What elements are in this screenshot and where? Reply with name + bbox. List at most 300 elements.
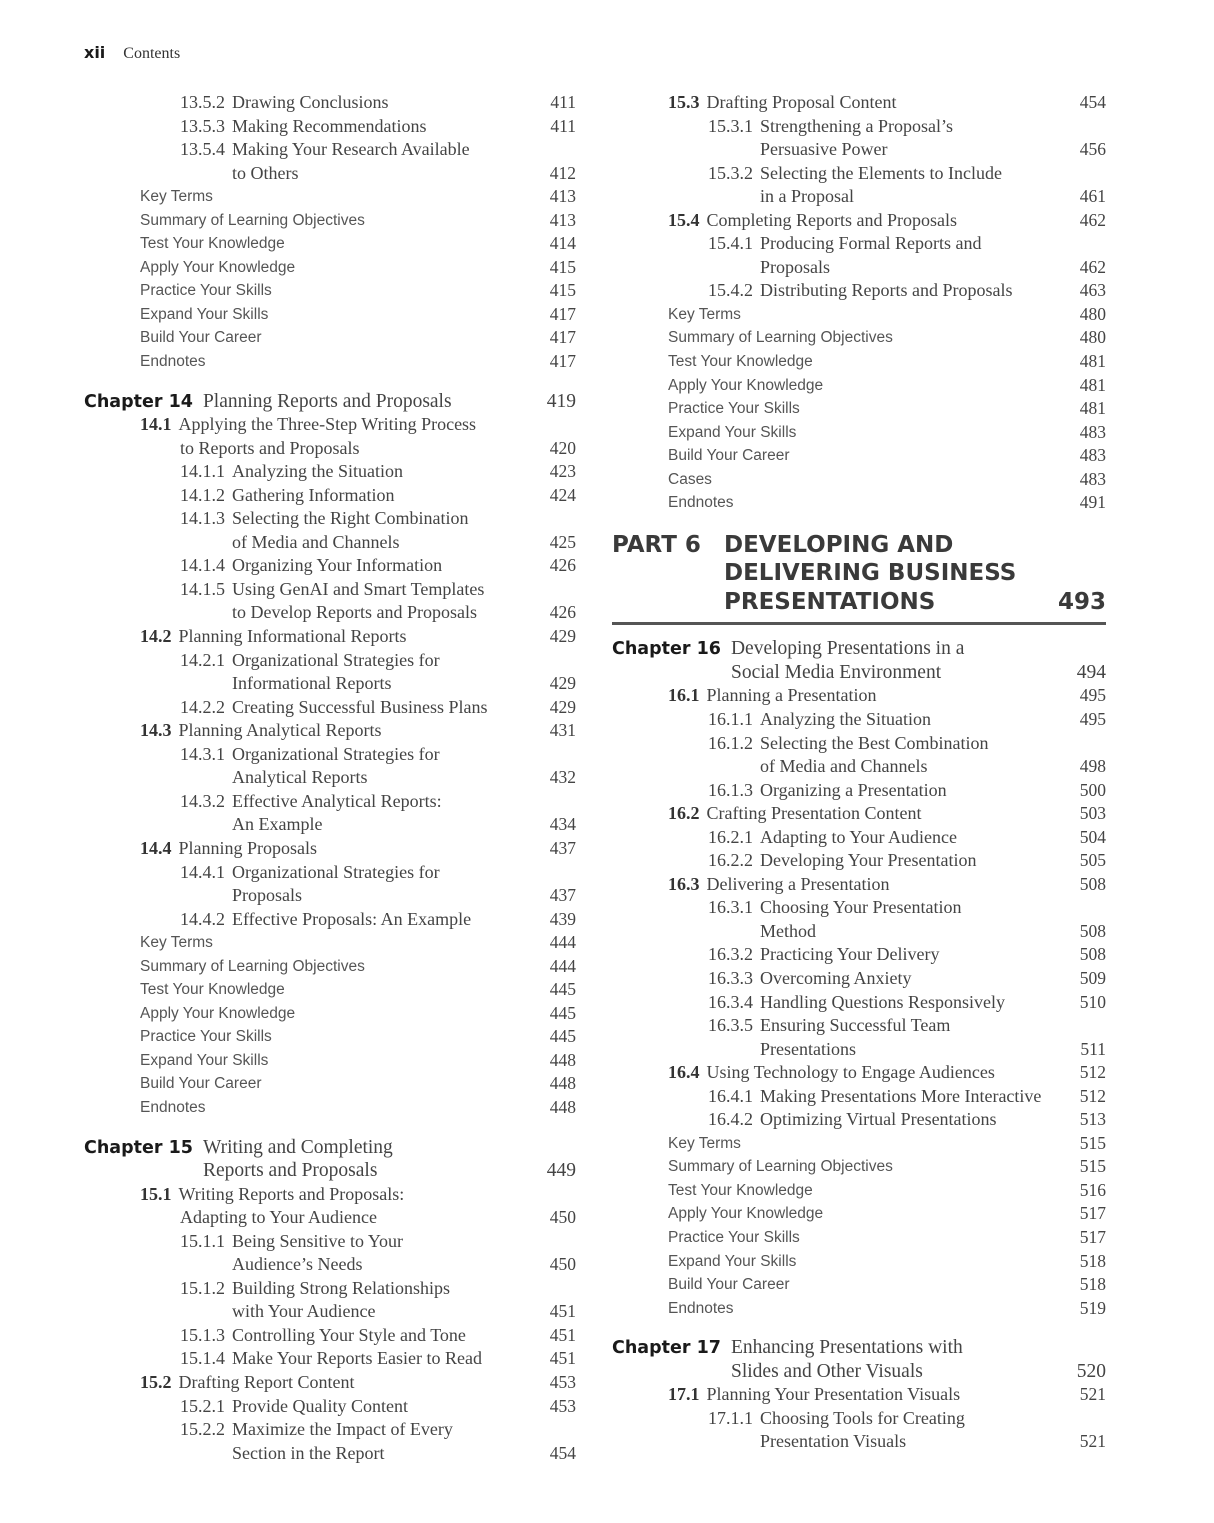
entry-text: Organizational Strategies for: [232, 743, 440, 764]
part-title-line: [612, 531, 1106, 560]
entry-text: Method: [760, 920, 816, 941]
section-number: 14.2.1: [180, 649, 225, 670]
entry-text: Test Your Knowledge: [668, 353, 813, 371]
entry-text: An Example: [232, 814, 323, 835]
toc-entry-sec: [612, 802, 1106, 826]
page-reference: 424: [549, 484, 576, 505]
entry-text: Test Your Knowledge: [668, 1181, 813, 1199]
entry-text: Build Your Career: [668, 447, 790, 465]
toc-entry-title: [668, 397, 800, 421]
entry-text: Drawing Conclusions: [232, 92, 389, 112]
section-number: 16.3.5: [708, 1015, 753, 1036]
toc-entry-subsec: [84, 460, 576, 484]
section-number: 14.3.1: [180, 743, 225, 764]
page-reference: 445: [549, 1026, 576, 1047]
page-reference: 420: [549, 437, 576, 458]
toc-entry-title: [708, 1407, 965, 1431]
section-gap: [612, 1320, 1106, 1336]
toc-entry-title: [232, 884, 302, 908]
section-number: 16.3.2: [708, 944, 753, 965]
section-gap: [84, 374, 576, 390]
toc-entry-title: [232, 531, 399, 555]
page-reference: 417: [549, 351, 576, 372]
toc-entry-subsec: [612, 1014, 1106, 1038]
toc-entry-cont2: [84, 601, 576, 625]
part-title-line: [612, 588, 1106, 617]
toc-entry-subsec: [612, 708, 1106, 732]
toc-entry-cont2: [612, 138, 1106, 162]
page-reference: 451: [549, 1301, 576, 1322]
toc-entry-subsec: [84, 743, 576, 767]
toc-entry-subsec: [612, 162, 1106, 186]
entry-text: Planning a Presentation: [706, 685, 877, 706]
page-reference: 445: [549, 979, 576, 1000]
toc-entry-item: [612, 1132, 1106, 1156]
toc-entry-title: [140, 1096, 206, 1120]
page-reference: 426: [549, 555, 576, 576]
toc-entry-title: [180, 1230, 403, 1254]
toc-entry-sec: [84, 837, 576, 861]
page-reference: 508: [1079, 944, 1106, 965]
page-reference: 453: [549, 1395, 576, 1416]
toc-entry-sec: [612, 209, 1106, 233]
page-reference: 449: [546, 1160, 576, 1182]
toc-entry-subsec: [612, 826, 1106, 850]
entry-text: Ensuring Successful Team: [760, 1015, 951, 1036]
toc-entry-title: [140, 719, 381, 743]
entry-text: Key Terms: [140, 188, 213, 206]
entry-text: Expand Your Skills: [668, 1252, 797, 1270]
entry-text: Writing and Completing: [202, 1136, 393, 1158]
toc-entry-item: [612, 1273, 1106, 1297]
page-reference: 508: [1079, 920, 1106, 941]
toc-entry-title: [668, 1132, 741, 1156]
toc-entry-title: [708, 708, 931, 732]
entry-text: Selecting the Best Combination: [760, 732, 989, 753]
section-number: 14.3.2: [180, 790, 225, 811]
toc-entry-title: [708, 896, 962, 920]
entry-text: Practice Your Skills: [140, 282, 272, 300]
entry-text: Apply Your Knowledge: [140, 258, 296, 276]
toc-entry-title: [708, 779, 947, 803]
entry-text: Audience’s Needs: [232, 1254, 363, 1275]
page-reference: 500: [1079, 779, 1106, 800]
entry-text: Adapting to Your Audience: [180, 1207, 377, 1228]
part-divider: [612, 622, 1106, 625]
toc-entry-title: [668, 374, 823, 398]
toc-entry-title: [140, 978, 285, 1002]
section-number: 16.1.2: [708, 732, 753, 753]
entry-text: Writing Reports and Proposals:: [178, 1183, 405, 1204]
toc-entry-title: [760, 755, 927, 779]
toc-entry-title: [708, 943, 939, 967]
toc-entry-title: [140, 625, 406, 649]
toc-entry-subsec: [84, 507, 576, 531]
entry-text: Proposals: [760, 256, 831, 277]
section-number: 16.2.1: [708, 826, 753, 847]
toc-entry-sec: [612, 873, 1106, 897]
toc-entry-title: [668, 209, 957, 233]
section-number: 16.2.2: [708, 850, 753, 871]
toc-entry-title: [180, 1347, 482, 1371]
page-reference: 483: [1079, 421, 1106, 442]
page-reference: 494: [1076, 661, 1106, 683]
toc-entry-cont1: [84, 437, 576, 461]
toc-entry-item: [612, 374, 1106, 398]
page-reference: 453: [549, 1371, 576, 1392]
entry-text: Using Technology to Engage Audiences: [706, 1062, 995, 1083]
toc-entry-subsec: [84, 1418, 576, 1442]
entry-text: to Reports and Proposals: [180, 437, 360, 458]
entry-text: Organizing a Presentation: [760, 779, 947, 800]
toc-entry-title: [668, 350, 813, 374]
toc-entry-item: [612, 303, 1106, 327]
entry-text: Proposals: [232, 885, 303, 906]
section-number: 13.5.2: [180, 92, 225, 112]
entry-text: Test Your Knowledge: [140, 981, 285, 999]
entry-text: Section in the Report: [232, 1442, 385, 1463]
section-number: 14.1.5: [180, 578, 225, 599]
entry-text: Summary of Learning Objectives: [668, 1158, 893, 1176]
toc-entry-subsec: [84, 861, 576, 885]
entry-text: Producing Formal Reports and: [760, 233, 982, 254]
part-page-number: 493: [1057, 588, 1106, 615]
section-number: 16.4.2: [708, 1109, 753, 1130]
toc-entry-title: [731, 1360, 923, 1384]
toc-entry-subsec: [84, 578, 576, 602]
entry-text: Maximize the Impact of Every: [232, 1419, 453, 1440]
toc-entry-item: [84, 1002, 576, 1026]
entry-text: Making Presentations More Interactive: [760, 1085, 1042, 1106]
toc-entry-title: [708, 849, 976, 873]
page-reference: 425: [549, 531, 576, 552]
entry-text: Developing Presentations in a: [730, 638, 965, 660]
entry-text: of Media and Channels: [760, 756, 928, 777]
section-number: 13.5.4: [180, 139, 225, 160]
page-reference: 512: [1079, 1062, 1106, 1083]
toc-entry-title: [668, 491, 734, 515]
entry-text: Completing Reports and Proposals: [706, 209, 957, 230]
toc-entry-subsec: [84, 138, 576, 162]
page-reference: 429: [549, 626, 576, 647]
entry-text: of Media and Channels: [232, 531, 400, 552]
entry-text: Organizational Strategies for: [232, 649, 440, 670]
entry-text: to Others: [232, 162, 299, 183]
section-gap: [84, 1120, 576, 1136]
entry-text: Presentation Visuals: [760, 1431, 907, 1452]
toc-entry-title: [668, 1202, 823, 1226]
entry-text: Informational Reports: [232, 673, 392, 694]
toc-entry-cont2: [84, 1442, 576, 1466]
toc-right-column: [612, 91, 1106, 1454]
page-reference: 431: [549, 720, 576, 741]
section-number: 16.3.1: [708, 897, 753, 918]
entry-text: Organizing Your Information: [232, 555, 443, 576]
toc-entry-chapter: [84, 390, 576, 414]
page-reference: 519: [1079, 1297, 1106, 1318]
toc-entry-item: [612, 444, 1106, 468]
page-reference: 518: [1079, 1250, 1106, 1271]
toc-entry-title: [180, 138, 470, 162]
page-reference: 417: [549, 327, 576, 348]
toc-entry-title: [180, 484, 394, 508]
toc-entry-subsec: [84, 1230, 576, 1254]
toc-entry-item: [84, 1096, 576, 1120]
entry-text: Drafting Report Content: [178, 1371, 355, 1392]
toc-entry-cont2: [612, 755, 1106, 779]
entry-text: Gathering Information: [232, 484, 395, 505]
toc-entry-title: [668, 873, 889, 897]
section-number: 15.3: [668, 92, 700, 112]
toc-entry-subsec: [84, 484, 576, 508]
page-reference: 439: [549, 908, 576, 929]
section-number: 14.1.3: [180, 508, 225, 529]
toc-entry-item: [84, 1072, 576, 1096]
page-reference: 454: [1079, 92, 1106, 112]
entry-text: Apply Your Knowledge: [668, 376, 824, 394]
toc-entry-subsec: [84, 554, 576, 578]
section-number: 16.3.4: [708, 991, 753, 1012]
toc-entry-title: [180, 1395, 408, 1419]
toc-entry-cont2: [612, 920, 1106, 944]
toc-entry-subsec: [612, 967, 1106, 991]
toc-entry-title: [708, 232, 981, 256]
entry-text: Using GenAI and Smart Templates: [232, 578, 485, 599]
section-number: 14.1.2: [180, 484, 225, 505]
page-reference: 513: [1079, 1109, 1106, 1130]
toc-entry-cont2: [612, 185, 1106, 209]
toc-entry-title: [180, 908, 471, 932]
toc-entry-title: [140, 1049, 268, 1073]
section-number: 16.4.1: [708, 1085, 753, 1106]
toc-entry-title: [668, 91, 896, 115]
page-reference: 481: [1079, 398, 1106, 419]
toc-entry-item: [84, 209, 576, 233]
page-reference: 414: [549, 233, 576, 254]
toc-entry-title: [668, 1155, 893, 1179]
part-title: DEVELOPING AND: [724, 531, 954, 558]
toc-entry-title: [668, 468, 712, 492]
toc-entry-title: [140, 931, 213, 955]
toc-entry-title: [140, 350, 206, 374]
page-reference: 450: [549, 1207, 576, 1228]
page-reference: 516: [1079, 1179, 1106, 1200]
entry-text: to Develop Reports and Proposals: [232, 602, 477, 623]
toc-entry-subsec: [612, 732, 1106, 756]
toc-entry-subsec: [84, 91, 576, 115]
page-reference: 481: [1079, 351, 1106, 372]
section-gap: [612, 515, 1106, 531]
entry-text: Practice Your Skills: [668, 1229, 800, 1247]
toc-entry-title: [180, 554, 442, 578]
entry-text: Expand Your Skills: [140, 1051, 269, 1069]
part-title: DELIVERING BUSINESS: [724, 560, 1017, 587]
entry-text: Social Media Environment: [731, 661, 942, 683]
toc-entry-item: [612, 350, 1106, 374]
page-reference: 437: [549, 837, 576, 858]
entry-text: Effective Proposals: An Example: [232, 908, 472, 929]
toc-entry-title: [668, 1383, 960, 1407]
toc-entry-title: [232, 601, 477, 625]
page-reference: 444: [549, 932, 576, 953]
section-number: 15.4.1: [708, 233, 753, 254]
toc-entry-cont2: [612, 256, 1106, 280]
entry-text: Overcoming Anxiety: [760, 968, 912, 988]
page-reference: 504: [1079, 826, 1106, 847]
page-reference: 462: [1079, 256, 1106, 277]
entry-text: Planning Proposals: [178, 837, 318, 858]
entry-text: Key Terms: [668, 305, 741, 323]
page-reference: 454: [549, 1442, 576, 1463]
toc-entry-subsec: [84, 790, 576, 814]
page-reference: 515: [1079, 1132, 1106, 1153]
entry-text: Making Recommendations: [232, 115, 427, 136]
entry-text: Handling Questions Responsively: [760, 991, 1005, 1012]
toc-entry-title: [668, 326, 893, 350]
entry-text: Drafting Proposal Content: [706, 92, 897, 112]
entry-text: Planning Reports and Proposals: [202, 390, 452, 412]
toc-entry-title: [180, 91, 389, 115]
page-reference: 413: [549, 186, 576, 207]
toc-entry-title: [708, 1108, 997, 1132]
toc-entry-title: [180, 861, 440, 885]
page-reference: 462: [1079, 209, 1106, 230]
page-reference: 495: [1079, 685, 1106, 706]
page-reference: 451: [549, 1324, 576, 1345]
toc-entry-item: [612, 397, 1106, 421]
toc-entry-title: [232, 1442, 384, 1466]
entry-text: Effective Analytical Reports:: [232, 790, 442, 811]
toc-entry-item: [612, 1179, 1106, 1203]
page-reference: 415: [549, 256, 576, 277]
toc-entry-cont2: [84, 1253, 576, 1277]
entry-text: Make Your Reports Easier to Read: [232, 1348, 482, 1369]
toc-entry-title: [180, 460, 403, 484]
entry-text: Selecting the Elements to Include: [760, 162, 1002, 183]
toc-entry-title: [668, 1226, 800, 1250]
toc-left-column: [84, 91, 576, 1465]
toc-entry-cont2: [84, 672, 576, 696]
toc-entry-cont2: [84, 766, 576, 790]
section-number: 14.2: [140, 626, 172, 647]
toc-entry-chapter: [612, 637, 1106, 661]
running-head: Contents: [123, 45, 181, 62]
entry-text: Presentations: [760, 1038, 856, 1059]
section-number: 17.1.1: [708, 1407, 753, 1428]
toc-entry-title: [140, 1002, 295, 1026]
toc-entry-cont1: [84, 1206, 576, 1230]
page-reference: 448: [549, 1049, 576, 1070]
page-reference: 503: [1079, 803, 1106, 824]
toc-entry-item: [612, 326, 1106, 350]
toc-entry-title: [140, 1025, 272, 1049]
chapter-label: Chapter 15: [84, 1137, 193, 1158]
toc-entry-title: [180, 578, 484, 602]
page-reference: 505: [1079, 850, 1106, 871]
entry-text: in a Proposal: [760, 186, 854, 207]
page-reference: 429: [549, 673, 576, 694]
section-number: 16.4: [668, 1062, 700, 1083]
page-reference: 419: [546, 390, 576, 412]
section-number: 14.1.4: [180, 555, 225, 576]
toc-entry-sec: [84, 1183, 576, 1207]
toc-entry-title: [760, 185, 854, 209]
toc-entry-subsec: [612, 232, 1106, 256]
toc-entry-item: [84, 931, 576, 955]
section-number: 15.1.4: [180, 1348, 225, 1369]
toc-entry-title: [708, 732, 988, 756]
section-number: 15.2: [140, 1371, 172, 1392]
part-label: PART 6: [612, 531, 701, 558]
toc-entry-item: [84, 350, 576, 374]
page-reference: 450: [549, 1254, 576, 1275]
toc-entry-title: [708, 967, 911, 991]
toc-entry-title: [232, 766, 367, 790]
section-number: 15.1.3: [180, 1324, 225, 1345]
section-number: 15.1: [140, 1183, 172, 1204]
toc-entry-title: [180, 507, 468, 531]
toc-entry-title: [232, 672, 391, 696]
toc-entry-title: [612, 1336, 963, 1361]
section-number: 15.3.2: [708, 162, 753, 183]
entry-text: Planning Informational Reports: [178, 626, 407, 647]
entry-text: Creating Successful Business Plans: [232, 696, 488, 717]
toc-entry-cont2: [84, 531, 576, 555]
section-number: 14.1: [140, 414, 172, 435]
page-reference: 515: [1079, 1156, 1106, 1177]
section-number: 15.4.2: [708, 280, 753, 301]
toc-entry-title: [612, 637, 964, 662]
toc-entry-title: [668, 1061, 995, 1085]
section-number: 14.4: [140, 837, 172, 858]
page-reference: 510: [1079, 991, 1106, 1012]
toc-entry-title: [668, 444, 790, 468]
page-reference: 429: [549, 696, 576, 717]
toc-entry-title: [140, 209, 365, 233]
toc-entry-title: [140, 232, 285, 256]
entry-text: Endnotes: [668, 494, 734, 512]
toc-entry-title: [232, 813, 322, 837]
toc-entry-title: [760, 920, 816, 944]
toc-entry-sec: [612, 91, 1106, 115]
entry-text: Organizational Strategies for: [232, 861, 440, 882]
toc-entry-item: [84, 279, 576, 303]
toc-entry-subsec: [612, 991, 1106, 1015]
toc-entry-subsec: [612, 115, 1106, 139]
entry-text: Crafting Presentation Content: [706, 803, 922, 824]
toc-entry-sec: [612, 684, 1106, 708]
section-number: 16.3.3: [708, 968, 753, 988]
toc-entry-chapcont: [612, 661, 1106, 685]
toc-entry-subsec: [612, 1108, 1106, 1132]
page-number: xii: [84, 43, 106, 62]
page-reference: 483: [1079, 468, 1106, 489]
page-reference: 426: [549, 602, 576, 623]
toc-entry-title: [760, 256, 830, 280]
section-number: 13.5.3: [180, 115, 225, 136]
toc-entry-title: [232, 1300, 376, 1324]
chapter-label: Chapter 14: [84, 391, 193, 412]
section-number: 14.3: [140, 720, 172, 741]
entry-text: Choosing Your Presentation: [760, 897, 962, 918]
entry-text: Expand Your Skills: [140, 305, 269, 323]
section-number: 16.1.1: [708, 708, 753, 729]
toc-entry-chapter: [612, 1336, 1106, 1360]
entry-text: Endnotes: [140, 1098, 206, 1116]
toc-entry-title: [668, 1179, 813, 1203]
entry-text: Analyzing the Situation: [760, 708, 931, 729]
toc-entry-item: [612, 491, 1106, 515]
